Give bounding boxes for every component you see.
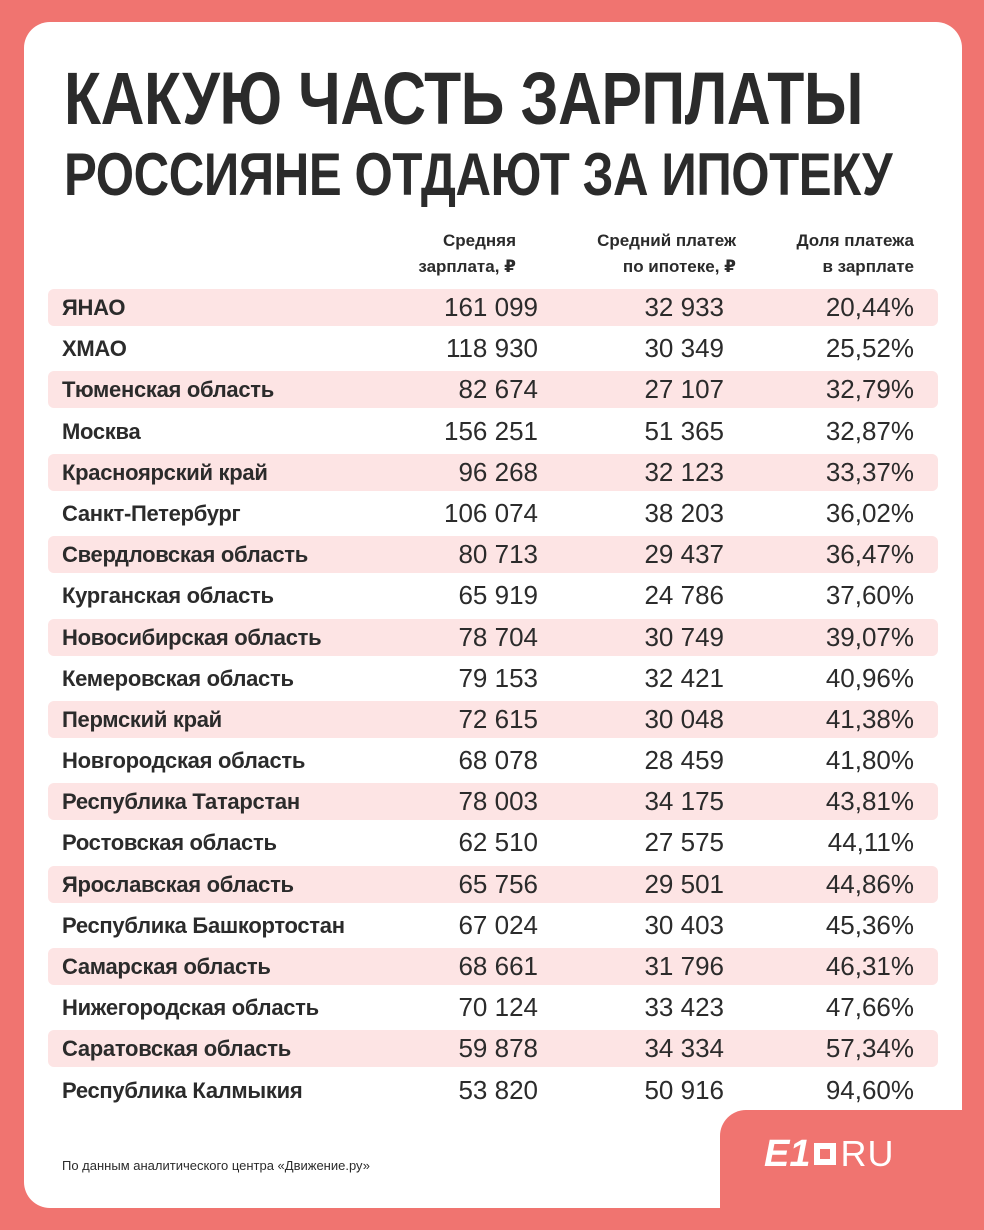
- region-cell: Нижегородская область: [62, 995, 319, 1021]
- share-cell: 39,07%: [825, 621, 914, 652]
- logo-domain: RU: [840, 1133, 895, 1174]
- region-cell: Тюменская область: [62, 377, 274, 403]
- table-row: [48, 371, 938, 408]
- region-cell: Москва: [62, 418, 141, 444]
- payment-cell: 27 107: [644, 374, 724, 405]
- share-cell: 37,60%: [825, 580, 914, 611]
- table-row: [48, 289, 938, 326]
- region-cell: ХМАО: [62, 336, 127, 362]
- payment-cell: 27 575: [644, 827, 724, 858]
- column-header-payment: Средний платеж по ипотеке, ₽: [597, 231, 736, 276]
- share-cell: 32,79%: [825, 374, 914, 405]
- logo-brand: E1: [764, 1133, 811, 1175]
- payment-cell: 34 175: [644, 786, 724, 817]
- table-row: [48, 330, 938, 367]
- payment-cell: 50 916: [644, 1074, 724, 1105]
- salary-cell: 78 003: [458, 786, 538, 817]
- table-row: [48, 907, 938, 944]
- salary-cell: 79 153: [458, 662, 538, 693]
- salary-cell: 68 078: [458, 745, 538, 776]
- salary-cell: 106 074: [444, 497, 538, 528]
- table-row: [48, 413, 938, 450]
- share-cell: 47,66%: [825, 992, 914, 1023]
- salary-cell: 65 919: [458, 580, 538, 611]
- share-cell: 36,02%: [825, 497, 914, 528]
- table-row: [48, 495, 938, 532]
- region-cell: Республика Башкортостан: [62, 912, 345, 938]
- region-cell: Курганская область: [62, 583, 274, 609]
- share-cell: 36,47%: [825, 539, 914, 570]
- share-cell: 32,87%: [825, 415, 914, 446]
- region-cell: Санкт-Петербург: [62, 500, 241, 526]
- title-line-1: КАКУЮ ЧАСТЬ ЗАРПЛАТЫ: [64, 57, 863, 140]
- salary-cell: 59 878: [458, 1033, 538, 1064]
- infographic-card: [24, 22, 962, 1208]
- table-row: [48, 989, 938, 1026]
- region-cell: Самарская область: [62, 954, 271, 979]
- salary-cell: 65 756: [458, 868, 538, 899]
- region-cell: Кемеровская область: [62, 665, 294, 691]
- share-cell: 46,31%: [825, 951, 914, 981]
- region-cell: Новосибирская область: [62, 624, 322, 650]
- payment-cell: 32 933: [644, 292, 724, 322]
- payment-cell: 38 203: [644, 497, 724, 528]
- salary-cell: 118 930: [445, 333, 538, 364]
- share-cell: 40,96%: [825, 662, 914, 693]
- payment-cell: 30 403: [644, 909, 724, 940]
- payment-cell: 33 423: [644, 992, 724, 1023]
- share-cell: 57,34%: [825, 1033, 914, 1064]
- region-cell: Ростовская область: [62, 830, 277, 856]
- column-header-salary: Средняя зарплата, ₽: [418, 231, 516, 276]
- salary-cell: 78 704: [458, 621, 538, 652]
- salary-cell: 156 251: [444, 415, 538, 446]
- salary-cell: 70 124: [458, 992, 538, 1023]
- table-row: [48, 536, 938, 573]
- share-cell: 41,38%: [825, 703, 914, 734]
- salary-cell: 96 268: [458, 456, 538, 487]
- salary-cell: 161 099: [444, 292, 538, 322]
- region-cell: Свердловская область: [62, 542, 308, 568]
- page-title: [64, 57, 893, 210]
- table-row: [48, 619, 938, 656]
- e1-logo: [720, 1110, 980, 1230]
- salary-cell: 53 820: [458, 1074, 538, 1105]
- payment-cell: 30 349: [644, 333, 724, 364]
- salary-cell: 80 713: [458, 539, 538, 570]
- logo-square-icon: [814, 1143, 836, 1165]
- share-cell: 44,86%: [825, 868, 914, 899]
- share-cell: 25,52%: [825, 333, 914, 364]
- payment-cell: 34 334: [644, 1033, 724, 1064]
- payment-cell: 30 749: [644, 621, 724, 652]
- region-cell: Красноярский край: [62, 459, 268, 485]
- table-row: [48, 948, 938, 985]
- table-row: [48, 1072, 938, 1109]
- region-cell: Ярославская область: [62, 871, 294, 897]
- payment-cell: 29 437: [644, 539, 724, 570]
- table-row: [48, 454, 938, 491]
- data-table: [48, 289, 938, 1113]
- payment-cell: 32 123: [644, 456, 724, 487]
- share-cell: 41,80%: [825, 745, 914, 776]
- column-header-share: Доля платежа в зарплате: [796, 231, 914, 276]
- share-cell: 20,44%: [825, 292, 914, 322]
- region-cell: ЯНАО: [62, 295, 126, 320]
- table-row: [48, 742, 938, 779]
- payment-cell: 32 421: [644, 662, 724, 693]
- salary-cell: 67 024: [458, 909, 538, 940]
- payment-cell: 31 796: [644, 951, 724, 981]
- table-row: [48, 783, 938, 820]
- salary-cell: 68 661: [458, 951, 538, 981]
- table-row: [48, 866, 938, 903]
- table-row: [48, 577, 938, 614]
- payment-cell: 24 786: [644, 580, 724, 611]
- region-cell: Новгородская область: [62, 748, 306, 774]
- share-cell: 43,81%: [825, 786, 914, 817]
- region-cell: Республика Татарстан: [62, 789, 300, 815]
- region-cell: Пермский край: [62, 706, 222, 732]
- payment-cell: 28 459: [644, 745, 724, 776]
- share-cell: 44,11%: [827, 827, 914, 858]
- table-row: [48, 1030, 938, 1067]
- share-cell: 33,37%: [825, 456, 914, 487]
- source-note: По данным аналитического центра «Движение.ру»: [62, 1158, 370, 1173]
- region-cell: Республика Калмыкия: [62, 1077, 303, 1103]
- payment-cell: 30 048: [644, 703, 724, 734]
- salary-cell: 72 615: [458, 703, 538, 734]
- share-cell: 45,36%: [825, 909, 914, 940]
- salary-cell: 62 510: [458, 827, 538, 858]
- table-row: [48, 660, 938, 697]
- region-cell: Саратовская область: [62, 1036, 291, 1062]
- salary-cell: 82 674: [458, 374, 538, 405]
- payment-cell: 51 365: [644, 415, 724, 446]
- title-line-2: РОССИЯНЕ ОТДАЮТ ЗА ИПОТЕКУ: [64, 141, 893, 208]
- payment-cell: 29 501: [644, 868, 724, 899]
- table-row: [48, 824, 938, 861]
- share-cell: 94,60%: [825, 1074, 914, 1105]
- table-row: [48, 701, 938, 738]
